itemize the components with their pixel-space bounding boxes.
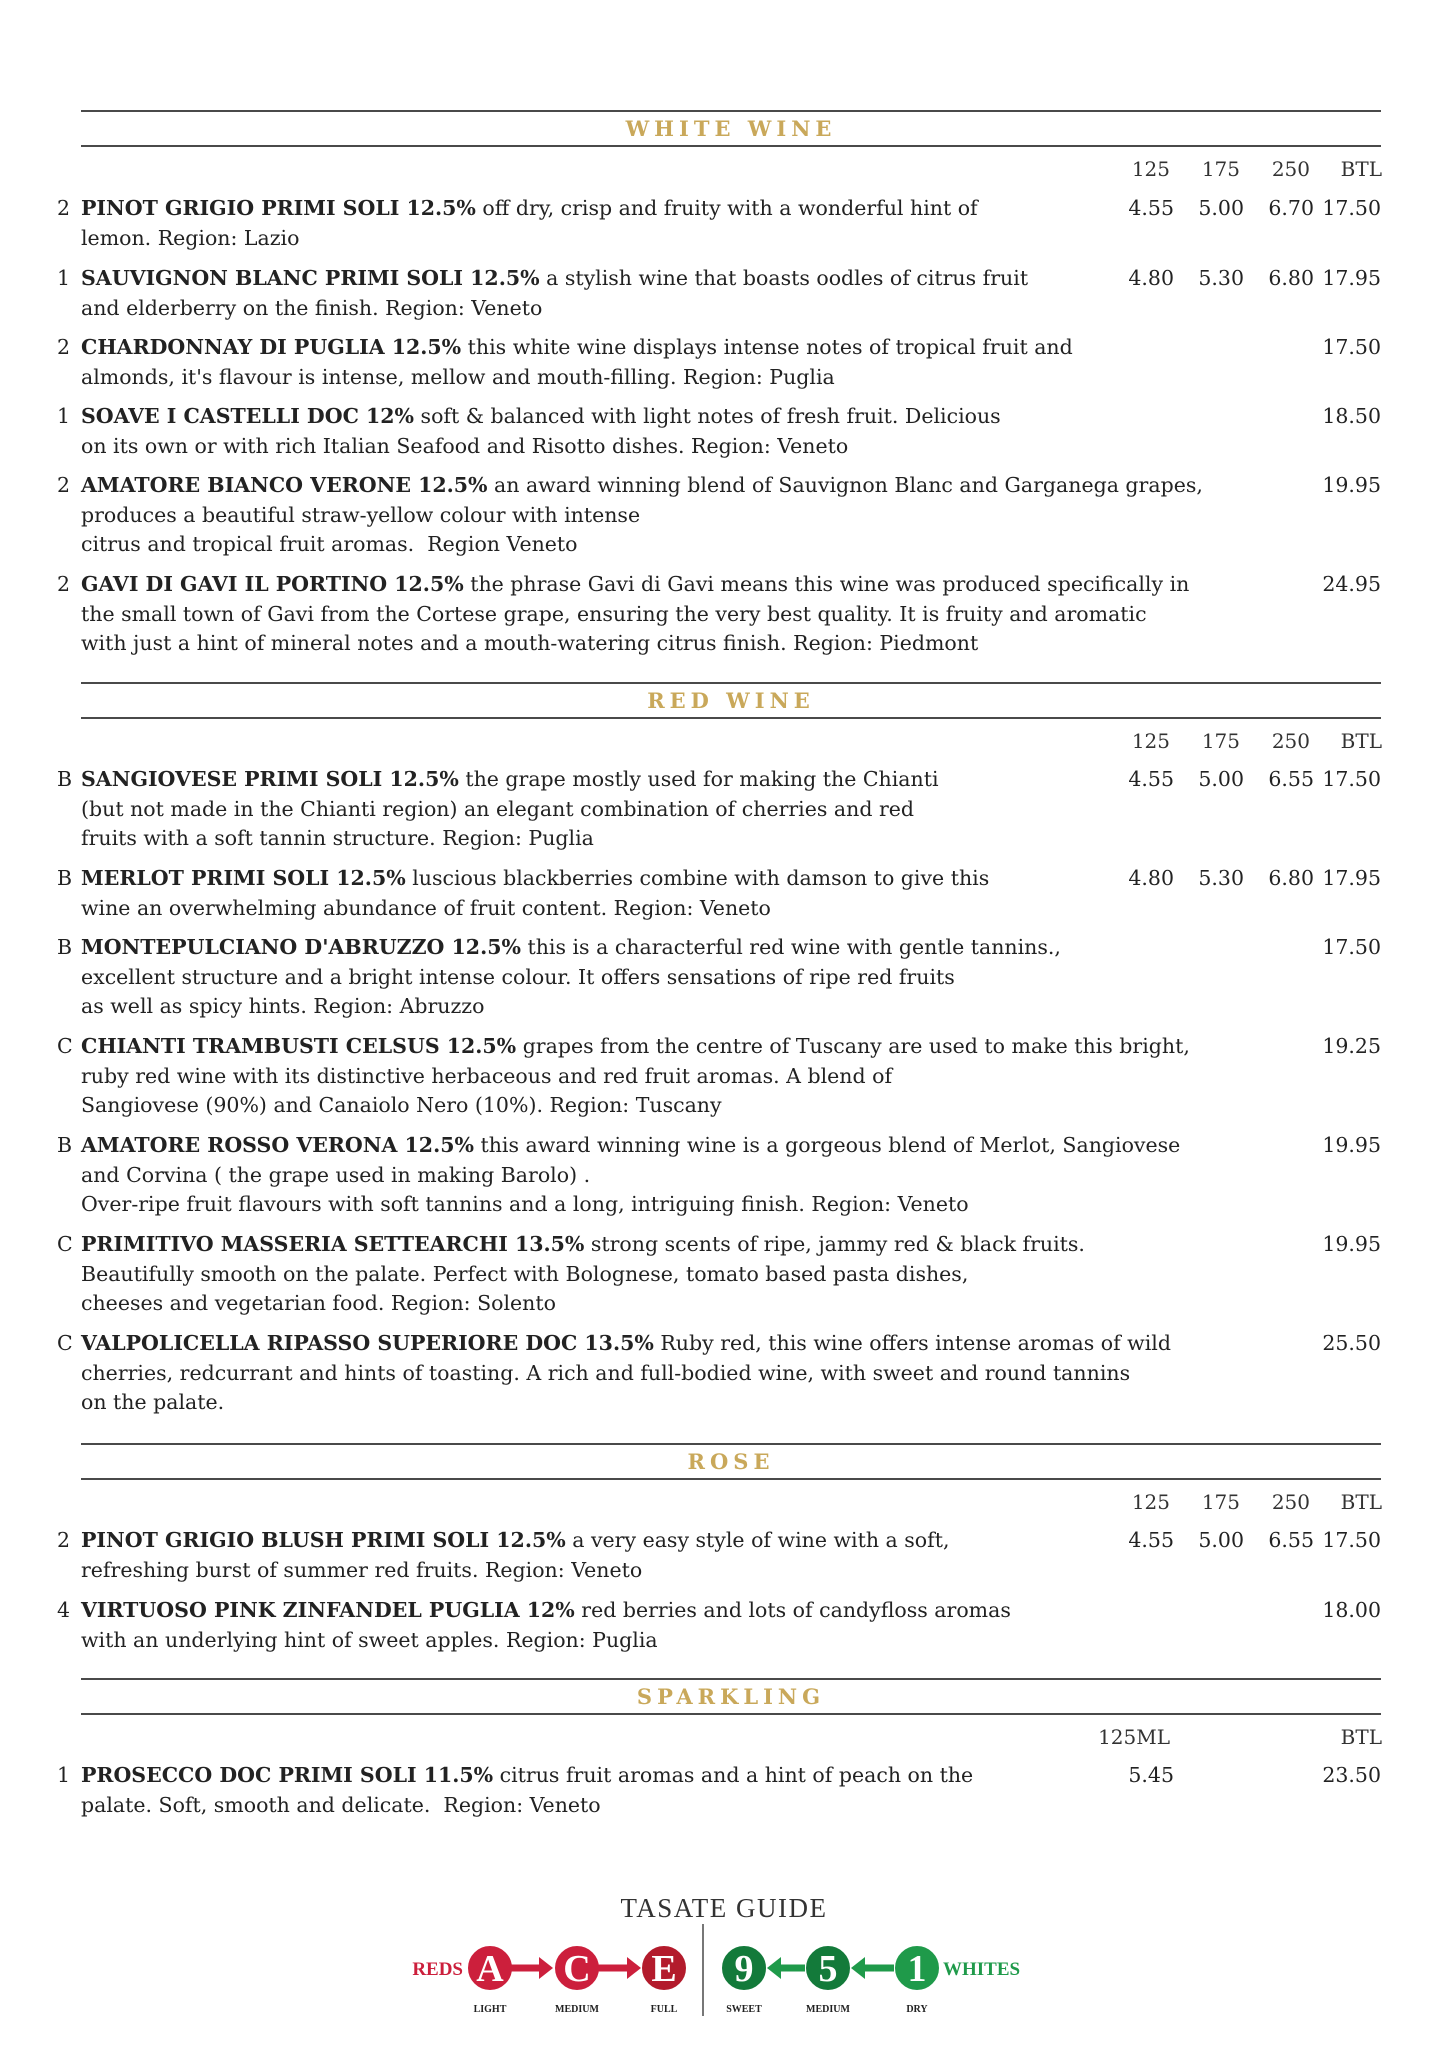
column-header-250: 250	[1271, 157, 1310, 181]
wine-description	[81, 864, 989, 923]
taste-caption: LIGHT	[473, 2004, 507, 2015]
description-line	[81, 432, 1001, 462]
description-text: refreshing burst of summer red fruits. Region: Veneto	[81, 1557, 643, 1582]
taste-circle-number: 5	[818, 1948, 838, 1990]
taste-code: 1	[57, 266, 71, 290]
price-btl: 18.50	[1322, 404, 1381, 428]
description-text: this is a characterful red wine with gentle tannins.,	[520, 935, 1061, 959]
price-p125: 4.55	[1128, 1528, 1174, 1552]
description-text: with just a hint of mineral notes and a mouth-watering citrus finish. Region: Piedmont	[81, 631, 979, 655]
taste-code: 4	[57, 1598, 71, 1622]
wine-description	[81, 1230, 1085, 1319]
description-line	[81, 992, 1061, 1022]
description-text: cheeses and vegetarian food. Region: Solento	[81, 1291, 556, 1315]
description-text: and elderberry on the finish. Region: Veneto	[81, 295, 543, 320]
price-btl: 24.95	[1322, 572, 1381, 596]
wine-name: MONTEPULCIANO D'ABRUZZO 12.5%	[81, 935, 521, 959]
description-text: citrus fruit aromas and a hint of peach on the	[493, 1763, 974, 1787]
column-header-125ml: 125ML	[1098, 1725, 1170, 1749]
price-p175: 5.30	[1198, 866, 1244, 890]
column-header-250: 250	[1271, 729, 1310, 753]
price-p250: 6.80	[1268, 866, 1314, 890]
description-line	[81, 363, 1073, 393]
column-header-125: 125	[1131, 729, 1170, 753]
description-text: wine an overwhelming abundance of fruit content. Region: Veneto	[81, 895, 771, 920]
red-scale	[412, 1945, 687, 2015]
description-line	[81, 824, 939, 854]
price-p250: 6.55	[1268, 767, 1314, 791]
wine-name: PINOT GRIGIO PRIMI SOLI 12.5%	[81, 196, 476, 220]
description-line	[81, 264, 1028, 294]
description-line	[81, 1761, 973, 1791]
taste-caption: DRY	[906, 2004, 928, 2015]
description-text: a stylish wine that boasts oodles of citrus fruit	[539, 266, 1029, 290]
section-bottom-rule	[81, 717, 1381, 719]
column-header-125: 125	[1131, 157, 1170, 181]
wine-name: VALPOLICELLA RIPASSO SUPERIORE DOC 13.5%	[81, 1331, 654, 1355]
section-top-rule	[81, 1443, 1381, 1445]
taste-caption: MEDIUM	[555, 2004, 599, 2015]
description-line	[81, 1791, 973, 1821]
description-line	[81, 1260, 1085, 1290]
description-text: ruby red wine with its distinctive herbaceous and red fruit aromas. A blend of	[81, 1063, 893, 1088]
price-p175: 5.30	[1198, 266, 1244, 290]
taste-code: 2	[57, 1528, 71, 1552]
description-text: Over-ripe fruit flavours with soft tannins and a long, intriguing finish. Region: Veneto	[81, 1192, 969, 1216]
price-btl: 19.95	[1322, 473, 1381, 497]
description-line	[81, 294, 1028, 324]
description-text: a very easy style of wine with a soft,	[565, 1528, 950, 1552]
taste-code: 2	[57, 335, 71, 359]
description-line	[81, 1626, 1011, 1656]
wine-name: VIRTUOSO PINK ZINFANDEL PUGLIA 12%	[81, 1598, 575, 1622]
description-text: citrus and tropical fruit aromas. Region Veneto	[81, 532, 578, 556]
price-btl: 19.95	[1322, 1232, 1381, 1256]
wine-description	[81, 933, 1061, 1022]
description-line	[81, 530, 1203, 560]
wine-name: GAVI DI GAVI IL PORTINO 12.5%	[81, 572, 464, 596]
description-line	[81, 1190, 1180, 1220]
section-bottom-rule	[81, 1478, 1381, 1480]
description-text: Sangiovese (90%) and Canaiolo Nero (10%). Region: Tuscany	[81, 1093, 722, 1117]
wine-description	[81, 1596, 1011, 1655]
price-btl: 17.50	[1322, 335, 1381, 359]
description-text: Beautifully smooth on the palate. Perfect with Bolognese, tomato based pasta dishes,	[81, 1261, 969, 1286]
column-header-btl: BTL	[1340, 1490, 1382, 1514]
taste-code: B	[57, 767, 73, 791]
taste-code: 2	[57, 473, 71, 497]
taste-circle-number: 1	[907, 1948, 927, 1990]
price-p250: 6.70	[1268, 196, 1314, 220]
section-title: WHITE WINE	[625, 116, 837, 141]
price-btl: 18.00	[1322, 1598, 1381, 1622]
description-line	[81, 765, 939, 795]
description-text: Ruby red, this wine offers intense aromas of wild	[653, 1331, 1171, 1355]
arrow-icon	[627, 1957, 641, 1979]
section-title: RED WINE	[647, 688, 815, 713]
column-header-175: 175	[1201, 1490, 1240, 1514]
description-line	[81, 1388, 1171, 1418]
taste-guide-title: TASATE GUIDE	[620, 1893, 828, 1923]
wine-description	[81, 1526, 950, 1585]
description-text: as well as spicy hints. Region: Abruzzo	[81, 994, 485, 1018]
price-btl: 17.95	[1322, 866, 1381, 890]
description-line	[81, 1596, 1011, 1626]
section-title: SPARKLING	[636, 1684, 826, 1709]
price-btl: 17.50	[1322, 1528, 1381, 1552]
wine-name: SAUVIGNON BLANC PRIMI SOLI 12.5%	[81, 266, 540, 290]
wine-name: CHARDONNAY DI PUGLIA 12.5%	[81, 335, 462, 359]
wine-name: MERLOT PRIMI SOLI 12.5%	[81, 866, 406, 890]
description-line	[81, 1062, 1190, 1092]
taste-circle-letter: E	[651, 1948, 677, 1990]
wine-description	[81, 765, 939, 854]
wine-description	[81, 402, 1001, 461]
wine-description	[81, 1032, 1190, 1121]
description-text: (but not made in the Chianti region) an elegant combination of cherries and red	[81, 796, 915, 821]
description-text: and Corvina ( the grape used in making Barolo) .	[81, 1162, 591, 1187]
wine-name: PRIMITIVO MASSERIA SETTEARCHI 13.5%	[81, 1232, 585, 1256]
description-line	[81, 1556, 950, 1586]
section-top-rule	[81, 110, 1381, 112]
wine-name: PROSECCO DOC PRIMI SOLI 11.5%	[81, 1763, 494, 1787]
taste-guide-graphic	[0, 1920, 1448, 2030]
taste-guide-legend	[0, 1920, 1448, 2030]
column-header-btl: BTL	[1340, 1725, 1382, 1749]
description-line	[81, 1131, 1180, 1161]
description-text: strong scents of ripe, jammy red & black fruits.	[584, 1232, 1085, 1256]
wine-name: AMATORE ROSSO VERONA 12.5%	[81, 1133, 474, 1157]
column-header-250: 250	[1271, 1490, 1310, 1514]
price-p125: 4.55	[1128, 767, 1174, 791]
description-line	[81, 933, 1061, 963]
description-line	[81, 1230, 1085, 1260]
description-line	[81, 1329, 1171, 1359]
price-btl: 17.95	[1322, 266, 1381, 290]
description-text: fruits with a soft tannin structure. Region: Puglia	[81, 826, 594, 850]
price-p125: 4.55	[1128, 196, 1174, 220]
column-header-175: 175	[1201, 157, 1240, 181]
white-scale	[721, 1945, 1020, 2015]
price-p175: 5.00	[1198, 196, 1244, 220]
description-line	[81, 1289, 1085, 1319]
description-line	[81, 894, 989, 924]
price-p175: 5.00	[1198, 1528, 1244, 1552]
taste-caption: FULL	[650, 2004, 678, 2015]
description-text: red berries and lots of candyfloss aromas	[574, 1598, 1011, 1622]
description-text: grapes from the centre of Tuscany are used to make this bright,	[516, 1034, 1190, 1058]
column-header-btl: BTL	[1340, 729, 1382, 753]
price-p125: 4.80	[1128, 866, 1174, 890]
description-line	[81, 194, 978, 224]
price-p250: 6.55	[1268, 1528, 1314, 1552]
price-p125: 4.80	[1128, 266, 1174, 290]
wine-name: SANGIOVESE PRIMI SOLI 12.5%	[81, 767, 459, 791]
arrow-icon	[851, 1957, 865, 1979]
column-header-125: 125	[1131, 1490, 1170, 1514]
taste-circle-letter: A	[476, 1948, 504, 1990]
price-p175: 5.00	[1198, 767, 1244, 791]
taste-code: C	[57, 1034, 73, 1058]
description-line	[81, 600, 1189, 630]
price-btl: 19.25	[1322, 1034, 1381, 1058]
description-text: the phrase Gavi di Gavi means this wine was produced specifically in	[463, 572, 1190, 596]
wine-description	[81, 264, 1028, 323]
taste-caption: SWEET	[726, 2004, 762, 2015]
description-text: this award winning wine is a gorgeous blend of Merlot, Sangiovese	[473, 1133, 1181, 1157]
taste-code: C	[57, 1232, 73, 1256]
price-p250: 6.80	[1268, 266, 1314, 290]
wine-description	[81, 570, 1189, 659]
reds-label: REDS	[412, 1959, 463, 1980]
description-text: palate. Soft, smooth and delicate. Region: Veneto	[81, 1792, 601, 1817]
description-line	[81, 963, 1061, 993]
price-btl: 25.50	[1322, 1331, 1381, 1355]
taste-caption: MEDIUM	[806, 2004, 850, 2015]
description-line	[81, 501, 1203, 531]
description-line	[81, 1091, 1190, 1121]
description-line	[81, 1032, 1190, 1062]
taste-code: B	[57, 1133, 73, 1157]
description-line	[81, 1359, 1171, 1389]
wine-name: SOAVE I CASTELLI DOC 12%	[81, 404, 415, 428]
description-line	[81, 864, 989, 894]
description-text: an award winning blend of Sauvignon Blanc and Garganega grapes,	[487, 473, 1203, 497]
price-btl: 17.50	[1322, 935, 1381, 959]
arrow-icon	[767, 1957, 781, 1979]
description-text: lemon. Region: Lazio	[81, 225, 300, 250]
description-line	[81, 1161, 1180, 1191]
description-text: produces a beautiful straw-yellow colour with intense	[81, 502, 641, 527]
wine-description	[81, 1131, 1180, 1220]
taste-circle-number: 9	[734, 1948, 754, 1990]
price-btl: 19.95	[1322, 1133, 1381, 1157]
description-line	[81, 333, 1073, 363]
taste-code: 1	[57, 404, 71, 428]
description-text: with an underlying hint of sweet apples. Region: Puglia	[81, 1627, 658, 1652]
taste-code: C	[57, 1331, 73, 1355]
description-text: cherries, redcurrant and hints of toasting. A rich and full-bodied wine, with sweet and round tannins	[81, 1360, 1131, 1385]
column-header-btl: BTL	[1340, 157, 1382, 181]
taste-circle-letter: C	[563, 1948, 591, 1990]
description-line	[81, 629, 1189, 659]
description-text: the grape mostly used for making the Chianti	[458, 767, 939, 791]
description-text: almonds, it's flavour is intense, mellow and mouth-filling. Region: Puglia	[81, 364, 835, 389]
description-text: the small town of Gavi from the Cortese grape, ensuring the very best quality. It is fruity and aromatic	[81, 601, 1147, 626]
wine-name: PINOT GRIGIO BLUSH PRIMI SOLI 12.5%	[81, 1528, 566, 1552]
description-line	[81, 471, 1203, 501]
description-text: this white wine displays intense notes of tropical fruit and	[461, 335, 1073, 359]
price-btl: 17.50	[1322, 196, 1381, 220]
section-bottom-rule	[81, 1713, 1381, 1715]
wine-description	[81, 1761, 973, 1820]
wine-description	[81, 1329, 1171, 1418]
description-line	[81, 1526, 950, 1556]
section-top-rule	[81, 1678, 1381, 1680]
taste-code: B	[57, 866, 73, 890]
description-text: luscious blackberries combine with damson to give this	[405, 866, 990, 890]
description-text: on the palate.	[81, 1390, 225, 1414]
taste-code: 2	[57, 572, 71, 596]
whites-label: WHITES	[943, 1959, 1021, 1980]
taste-code: 2	[57, 196, 71, 220]
description-line	[81, 795, 939, 825]
section-title: ROSE	[687, 1449, 775, 1474]
description-text: excellent structure and a bright intense colour. It offers sensations of ripe red fruits	[81, 964, 955, 989]
price-p125: 5.45	[1128, 1763, 1174, 1787]
description-line	[81, 224, 978, 254]
wine-description	[81, 471, 1203, 560]
wine-description	[81, 333, 1073, 392]
taste-code: B	[57, 935, 73, 959]
description-line	[81, 402, 1001, 432]
arrow-icon	[539, 1957, 553, 1979]
description-text: off dry, crisp and fruity with a wonderful hint of	[475, 196, 978, 220]
description-text: on its own or with rich Italian Seafood and Risotto dishes. Region: Veneto	[81, 433, 849, 458]
section-top-rule	[81, 682, 1381, 684]
wine-description	[81, 194, 978, 253]
taste-code: 1	[57, 1763, 71, 1787]
wine-name: CHIANTI TRAMBUSTI CELSUS 12.5%	[81, 1034, 517, 1058]
description-text: soft & balanced with light notes of fresh fruit. Delicious	[414, 404, 1001, 428]
description-line	[81, 570, 1189, 600]
section-bottom-rule	[81, 145, 1381, 147]
column-header-175: 175	[1201, 729, 1240, 753]
price-btl: 17.50	[1322, 767, 1381, 791]
wine-name: AMATORE BIANCO VERONE 12.5%	[81, 473, 488, 497]
price-btl: 23.50	[1322, 1763, 1381, 1787]
